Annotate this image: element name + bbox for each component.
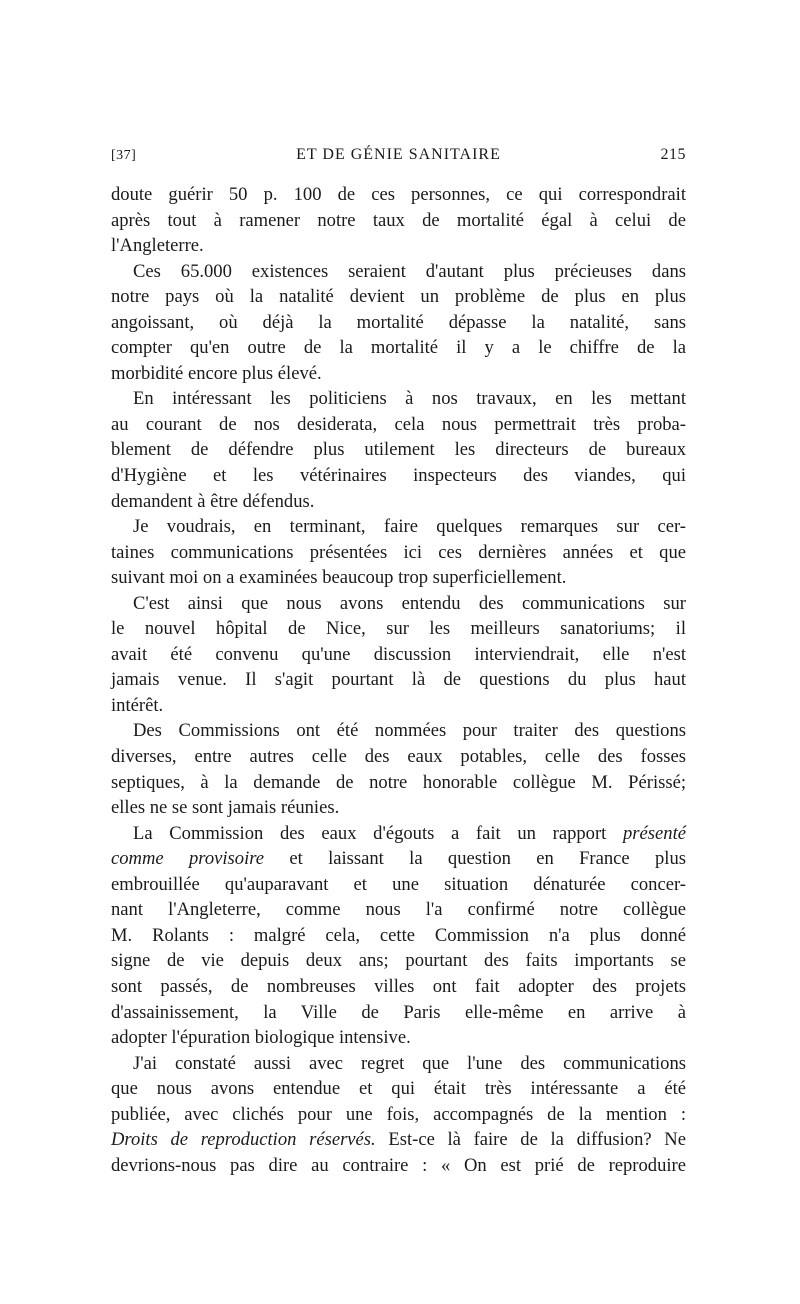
text-line: compter qu'en outre de la mortalité il y a le chiffre de la [111,337,686,359]
text-line: publiée, avec clichés pour une fois, accompagnés de la mention : [111,1103,686,1125]
text-line: Des Commissions ont été nommées pour traiter des questions [133,720,686,742]
text-line: sont passés, de nombreuses villes ont fait adopter des projets [111,975,686,997]
text-line: morbidité encore plus élevé. [111,362,322,384]
text-line-italic: présenté [623,822,686,844]
text-line: En intéressant les politiciens à nos travaux, en les mettant [133,388,686,410]
text-line: adopter l'épuration biologique intensive. [111,1027,411,1049]
text-line-roman: Est-ce là faire de la diffusion? Ne [375,1129,686,1151]
text-line: J'ai constaté aussi avec regret que l'une des communications [133,1052,686,1074]
text-line: M. Rolants : malgré cela, cette Commission n'a plus donné [111,924,686,946]
text-line: C'est ainsi que nous avons entendu des communications sur [133,592,686,614]
text-line: nant l'Angleterre, comme nous l'a confirmé notre collègue [111,899,686,921]
text-line: notre pays où la natalité devient un problème de plus en plus [111,286,686,308]
text-line: demandent à être défendus. [111,490,315,512]
text-line-roman: et laissant la question en France plus [264,848,686,870]
text-line: blement de défendre plus utilement les directeurs de bureaux [111,439,686,461]
text-line: l'Angleterre. [111,235,204,257]
text-line: intérêt. [111,694,164,716]
text-line: suivant moi on a examinées beaucoup trop superficiellement. [111,567,567,589]
text-line-italic: comme provisoire [111,848,265,870]
text-line [111,846,686,872]
text-line: que nous avons entendue et qui était très intéressante a été [111,1078,686,1100]
text-line: taines communications présentées ici ces dernières années et que [111,541,686,563]
text-line: Je voudrais, en terminant, faire quelques remarques sur cer- [133,516,686,538]
text-line: doute guérir 50 p. 100 de ces personnes, ce qui correspondrait [111,184,686,205]
text-line: septiques, à la demande de notre honorable collègue M. Périssé; [111,771,686,793]
running-title: ET DE GÉNIE SANITAIRE [296,146,501,163]
text-line: signe de vie depuis deux ans; pourtant des faits importants se [111,950,686,972]
text-line: embrouillée qu'auparavant et une situation dénaturée concer- [111,873,686,895]
text-line: diverses, entre autres celle des eaux potables, celle des fosses [111,746,686,768]
text-line [111,1127,686,1153]
page-number: 215 [660,146,686,163]
text-line: d'Hygiène et les vétérinaires inspecteurs des viandes, qui [111,465,686,487]
text-line: Ces 65.000 existences seraient d'autant plus précieuses dans [133,260,686,282]
text-line-italic: Droits de reproduction réservés. [111,1129,376,1151]
text-line: devrions-nous pas dire au contraire : « On est prié de reproduire [111,1154,686,1176]
bracket-page-ref: [37] [111,148,137,163]
body-text [111,182,686,1178]
text-line: après tout à ramener notre taux de mortalité égal à celui de [111,209,686,231]
text-line [111,821,686,847]
text-line: elles ne se sont jamais réunies. [111,797,340,819]
text-line: jamais venue. Il s'agit pourtant là de questions du plus haut [111,669,686,691]
text-line: le nouvel hôpital de Nice, sur les meilleurs sanatoriums; il [111,618,686,640]
text-line: avait été convenu qu'une discussion interviendrait, elle n'est [111,643,686,665]
text-line-roman: La Commission des eaux d'égouts a fait un rapport [133,822,623,844]
running-head [111,146,686,172]
text-line: d'assainissement, la Ville de Paris elle-même en arrive à [111,1001,686,1023]
text-line: au courant de nos desiderata, cela nous permettrait très proba- [111,413,686,435]
text-line: angoissant, où déjà la mortalité dépasse la natalité, sans [111,311,686,333]
